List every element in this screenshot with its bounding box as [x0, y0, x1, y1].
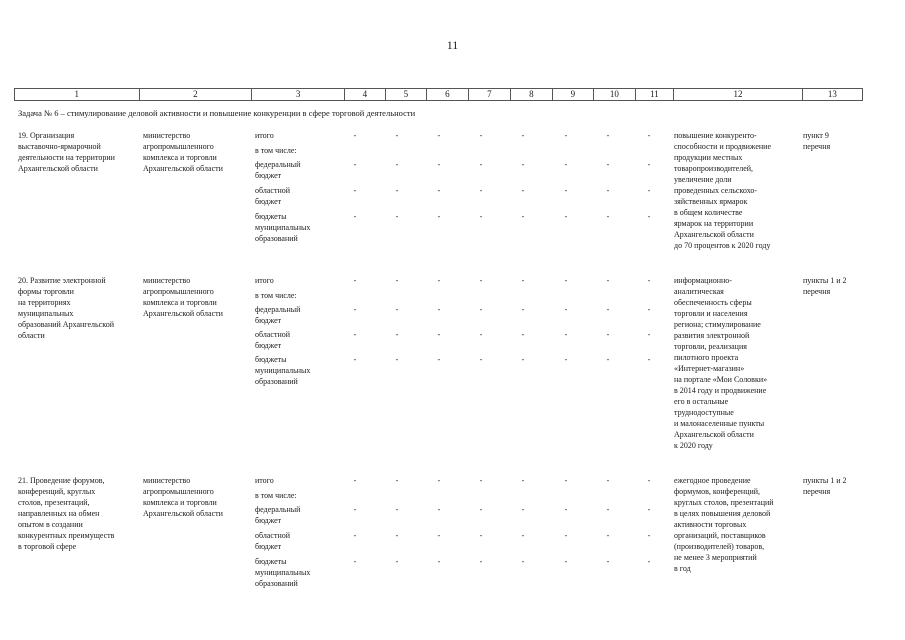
funding-label-including: в том числе:: [255, 491, 297, 500]
column-header-6: 6: [426, 89, 468, 100]
empty-value-dash: -: [353, 160, 357, 169]
empty-value-dash: -: [437, 557, 441, 566]
funding-label-municipal: бюджеты муниципальных образований: [255, 355, 311, 386]
empty-value-dash: -: [647, 476, 651, 485]
empty-value-dash: -: [479, 186, 483, 195]
empty-value-dash: -: [606, 305, 610, 314]
column-header-5: 5: [385, 89, 427, 100]
activity-cell: 21. Проведение форумов, конференций, круглых столов, презентаций, направленных на обмен опытом в создании конкурентных преимуществ в торговой сфере: [18, 476, 115, 551]
funding-label-total: итого: [255, 276, 274, 285]
empty-value-dash: -: [353, 276, 357, 285]
empty-value-dash: -: [479, 505, 483, 514]
empty-value-dash: -: [395, 557, 399, 566]
result-cell: повышение конкуренто- способности и продвижение продукции местных товаропроизводителей, увеличение доли проведенных сельскохо- зяйственных ярмарок в общем количестве ярмарок на территории Архангельской области до 70 процентов к 2020 году: [674, 131, 772, 250]
empty-value-dash: -: [353, 212, 357, 221]
funding-label-regional: областной бюджет: [255, 186, 291, 206]
funding-label-regional: областной бюджет: [255, 531, 291, 551]
empty-value-dash: -: [437, 531, 441, 540]
empty-value-dash: -: [395, 160, 399, 169]
empty-value-dash: -: [395, 531, 399, 540]
empty-value-dash: -: [521, 160, 525, 169]
column-header-7: 7: [468, 89, 511, 100]
executor-cell: министерство агропромышленного комплекса и торговли Архангельской области: [143, 476, 223, 518]
empty-value-dash: -: [479, 131, 483, 140]
empty-value-dash: -: [479, 212, 483, 221]
empty-value-dash: -: [353, 131, 357, 140]
empty-value-dash: -: [395, 330, 399, 339]
empty-value-dash: -: [606, 330, 610, 339]
result-cell: ежегодное проведение формумов, конференций, круглых столов, презентаций в целях повышения деловой активности торговых организаций, поставщиков (производителей) товаров, не менее 3 мероприятий в год: [674, 476, 774, 573]
empty-value-dash: -: [647, 355, 651, 364]
empty-value-dash: -: [395, 212, 399, 221]
empty-value-dash: -: [564, 160, 568, 169]
empty-value-dash: -: [606, 160, 610, 169]
activity-cell: 20. Развитие электронной формы торговли на территориях муниципальных образований Архангельской области: [18, 276, 114, 340]
empty-value-dash: -: [564, 531, 568, 540]
empty-value-dash: -: [564, 186, 568, 195]
empty-value-dash: -: [647, 160, 651, 169]
empty-value-dash: -: [521, 186, 525, 195]
empty-value-dash: -: [395, 476, 399, 485]
funding-label-including: в том числе:: [255, 291, 297, 300]
empty-value-dash: -: [353, 476, 357, 485]
empty-value-dash: -: [479, 305, 483, 314]
column-header-3: 3: [251, 89, 344, 100]
reference-cell: пункты 1 и 2 перечня: [803, 276, 847, 296]
empty-value-dash: -: [353, 505, 357, 514]
column-header-2: 2: [139, 89, 252, 100]
empty-value-dash: -: [521, 131, 525, 140]
empty-value-dash: -: [437, 305, 441, 314]
empty-value-dash: -: [395, 186, 399, 195]
empty-value-dash: -: [353, 305, 357, 314]
empty-value-dash: -: [479, 330, 483, 339]
empty-value-dash: -: [437, 330, 441, 339]
empty-value-dash: -: [437, 276, 441, 285]
executor-cell: министерство агропромышленного комплекса и торговли Архангельской области: [143, 276, 223, 318]
empty-value-dash: -: [606, 476, 610, 485]
empty-value-dash: -: [479, 531, 483, 540]
empty-value-dash: -: [606, 505, 610, 514]
executor-cell: министерство агропромышленного комплекса и торговли Архангельской области: [143, 131, 223, 173]
empty-value-dash: -: [606, 355, 610, 364]
empty-value-dash: -: [479, 276, 483, 285]
funding-label-regional: областной бюджет: [255, 330, 291, 350]
funding-label-total: итого: [255, 131, 274, 140]
empty-value-dash: -: [437, 355, 441, 364]
empty-value-dash: -: [479, 557, 483, 566]
empty-value-dash: -: [647, 305, 651, 314]
empty-value-dash: -: [647, 330, 651, 339]
column-header-11: 11: [635, 89, 674, 100]
funding-label-federal: федеральный бюджет: [255, 505, 301, 525]
empty-value-dash: -: [606, 212, 610, 221]
empty-value-dash: -: [521, 355, 525, 364]
empty-value-dash: -: [564, 131, 568, 140]
empty-value-dash: -: [353, 531, 357, 540]
empty-value-dash: -: [521, 305, 525, 314]
column-header-9: 9: [552, 89, 594, 100]
empty-value-dash: -: [353, 557, 357, 566]
result-cell: информационно- аналитическая обеспеченность сферы торговли и населения региона; стимулирование развития электронной торговли, реализация пилотного проекта «Интернет-магазин» на портале «Мои Соловки» в 2014 году и продвижение его в остальные труднодоступные и малонаселенные пункты Архангельской области к 2020 году: [674, 276, 768, 450]
empty-value-dash: -: [647, 531, 651, 540]
empty-value-dash: -: [395, 305, 399, 314]
empty-value-dash: -: [606, 186, 610, 195]
empty-value-dash: -: [353, 186, 357, 195]
empty-value-dash: -: [521, 476, 525, 485]
page-number: 11: [446, 38, 459, 52]
empty-value-dash: -: [606, 276, 610, 285]
column-header-4: 4: [344, 89, 385, 100]
empty-value-dash: -: [606, 557, 610, 566]
column-header-10: 10: [593, 89, 635, 100]
empty-value-dash: -: [437, 131, 441, 140]
empty-value-dash: -: [647, 276, 651, 285]
column-header-8: 8: [510, 89, 552, 100]
empty-value-dash: -: [564, 557, 568, 566]
empty-value-dash: -: [479, 476, 483, 485]
task-title: Задача № 6 – стимулирование деловой активности и повышение конкуренции в сфере торговой деятельности: [18, 108, 416, 118]
reference-cell: пункт 9 перечня: [803, 131, 831, 151]
empty-value-dash: -: [564, 505, 568, 514]
empty-value-dash: -: [647, 505, 651, 514]
empty-value-dash: -: [395, 505, 399, 514]
empty-value-dash: -: [606, 131, 610, 140]
empty-value-dash: -: [564, 305, 568, 314]
empty-value-dash: -: [437, 505, 441, 514]
column-header-12: 12: [673, 89, 801, 100]
empty-value-dash: -: [647, 131, 651, 140]
empty-value-dash: -: [395, 131, 399, 140]
empty-value-dash: -: [564, 476, 568, 485]
empty-value-dash: -: [564, 330, 568, 339]
empty-value-dash: -: [395, 276, 399, 285]
empty-value-dash: -: [564, 355, 568, 364]
empty-value-dash: -: [564, 212, 568, 221]
empty-value-dash: -: [353, 355, 357, 364]
empty-value-dash: -: [353, 330, 357, 339]
empty-value-dash: -: [521, 330, 525, 339]
reference-cell: пункты 1 и 2 перечня: [803, 476, 847, 496]
empty-value-dash: -: [437, 476, 441, 485]
empty-value-dash: -: [521, 557, 525, 566]
funding-label-municipal: бюджеты муниципальных образований: [255, 212, 311, 243]
empty-value-dash: -: [521, 531, 525, 540]
funding-label-municipal: бюджеты муниципальных образований: [255, 557, 311, 588]
empty-value-dash: -: [437, 212, 441, 221]
table-header: [14, 88, 863, 101]
funding-label-including: в том числе:: [255, 146, 297, 155]
empty-value-dash: -: [395, 355, 399, 364]
column-header-13: 13: [802, 89, 862, 100]
activity-cell: 19. Организация выставочно-ярмарочной деятельности на территории Архангельской области: [18, 131, 115, 173]
funding-label-federal: федеральный бюджет: [255, 305, 301, 325]
empty-value-dash: -: [521, 505, 525, 514]
empty-value-dash: -: [521, 276, 525, 285]
empty-value-dash: -: [606, 531, 610, 540]
empty-value-dash: -: [647, 186, 651, 195]
funding-label-total: итого: [255, 476, 274, 485]
empty-value-dash: -: [521, 212, 525, 221]
column-header-1: 1: [74, 89, 79, 99]
empty-value-dash: -: [437, 186, 441, 195]
funding-label-federal: федеральный бюджет: [255, 160, 301, 180]
empty-value-dash: -: [479, 160, 483, 169]
empty-value-dash: -: [479, 355, 483, 364]
empty-value-dash: -: [647, 557, 651, 566]
empty-value-dash: -: [647, 212, 651, 221]
empty-value-dash: -: [564, 276, 568, 285]
empty-value-dash: -: [437, 160, 441, 169]
